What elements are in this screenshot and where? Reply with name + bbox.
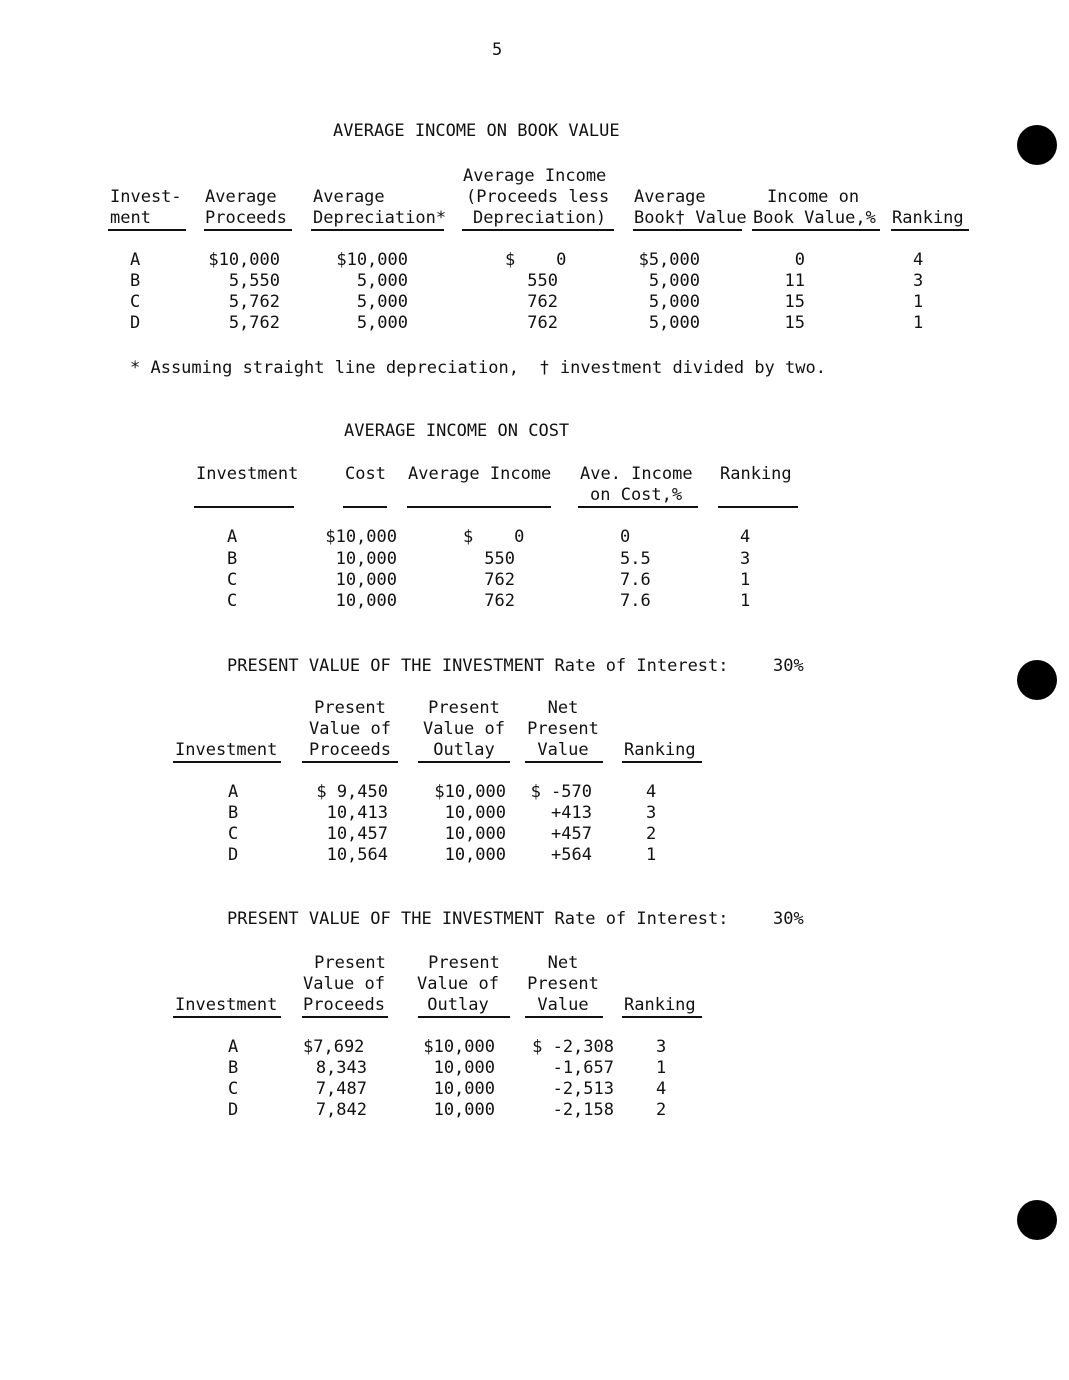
header-investment: Invest- (110, 187, 182, 207)
header-pv-outlay: Present (428, 953, 500, 973)
cell-average-income: $ 0 (505, 250, 567, 270)
header-npv: Value (537, 995, 589, 1015)
punch-hole (1017, 1200, 1057, 1240)
cell-average-book-value: 5,000 (648, 292, 700, 312)
header-average-book-value: Book† Value (634, 208, 747, 228)
cell-pv-proceeds: 7,487 (315, 1079, 367, 1099)
cell-pv-proceeds: 8,343 (315, 1058, 367, 1078)
cell-investment: A (228, 1037, 239, 1057)
header-underline (302, 761, 398, 763)
cell-ranking: 2 (656, 1100, 667, 1120)
punch-hole (1017, 660, 1057, 700)
cell-pv-outlay: $10,000 (434, 782, 506, 802)
cell-average-income: 550 (484, 549, 515, 569)
cell-ranking: 1 (740, 591, 751, 611)
cell-income-on-book-value: 0 (794, 250, 805, 270)
page-number: 5 (492, 40, 503, 60)
header-pv-outlay: Value of (417, 974, 499, 994)
cell-cost: $10,000 (325, 527, 397, 547)
table-title: AVERAGE INCOME ON COST (344, 421, 570, 441)
punch-hole (1017, 125, 1057, 165)
cell-average-proceeds: 5,550 (228, 271, 280, 291)
cell-pv-proceeds: 10,457 (326, 824, 388, 844)
header-underline (718, 506, 798, 508)
cell-investment: C (228, 1079, 239, 1099)
cell-ranking: 4 (740, 527, 751, 547)
cell-ranking: 4 (656, 1079, 667, 1099)
header-npv: Net (547, 698, 579, 718)
cell-average-proceeds: $10,000 (208, 250, 280, 270)
cell-pv-outlay: 10,000 (444, 845, 506, 865)
cell-npv: +457 (551, 824, 592, 844)
header-investment: Investment (175, 995, 278, 1015)
header-ranking: Ranking (720, 464, 792, 484)
header-ranking: Ranking (624, 740, 696, 760)
header-underline (578, 506, 698, 508)
header-underline (891, 229, 969, 231)
cell-ranking: 3 (646, 803, 657, 823)
cell-investment: C (227, 570, 238, 590)
header-npv: Value (537, 740, 589, 760)
cell-ranking: 2 (646, 824, 657, 844)
cell-investment: C (130, 292, 141, 312)
header-underline (194, 506, 294, 508)
cell-average-proceeds: 5,762 (228, 292, 280, 312)
header-ave-income-on-cost: on Cost,% (590, 485, 683, 505)
header-npv: Present (527, 974, 599, 994)
header-income-on-book-value: Income on (767, 187, 860, 207)
table-title: AVERAGE INCOME ON BOOK VALUE (333, 121, 620, 141)
header-average-depreciation: Depreciation* (313, 208, 447, 228)
cell-investment: D (228, 845, 239, 865)
header-ranking: Ranking (892, 208, 964, 228)
interest-rate: 30% (773, 656, 804, 676)
cell-ranking: 3 (913, 271, 924, 291)
header-average-income: Depreciation) (473, 208, 607, 228)
cell-pv-proceeds: $7,692 (303, 1037, 365, 1057)
cell-cost: 10,000 (335, 570, 397, 590)
header-pv-outlay: Outlay (433, 740, 495, 760)
cell-pv-proceeds: 10,564 (326, 845, 388, 865)
header-pv-proceeds: Value of (309, 719, 391, 739)
header-underline (418, 761, 510, 763)
cell-npv: $ -570 (530, 782, 592, 802)
header-pv-proceeds: Present (314, 953, 386, 973)
cell-ave-income-on-cost: 0 (620, 527, 631, 547)
cell-pv-proceeds: $ 9,450 (316, 782, 388, 802)
header-average-proceeds: Proceeds (205, 208, 287, 228)
cell-ranking: 1 (656, 1058, 667, 1078)
cell-average-income: 762 (484, 591, 515, 611)
cell-npv: +564 (551, 845, 592, 865)
cell-npv: +413 (551, 803, 592, 823)
cell-pv-proceeds: 10,413 (326, 803, 388, 823)
cell-average-depreciation: 5,000 (356, 313, 408, 333)
cell-average-proceeds: 5,762 (228, 313, 280, 333)
header-npv: Present (527, 719, 599, 739)
cell-investment: A (228, 782, 239, 802)
cell-investment: B (228, 1058, 239, 1078)
header-underline (525, 761, 603, 763)
cell-investment: C (227, 591, 238, 611)
header-underline (343, 506, 387, 508)
interest-rate: 30% (773, 909, 804, 929)
header-underline (752, 229, 880, 231)
table-title: PRESENT VALUE OF THE INVESTMENT Rate of Interest: (227, 656, 729, 676)
cell-ave-income-on-cost: 7.6 (620, 591, 651, 611)
cell-investment: B (130, 271, 141, 291)
cell-investment: B (227, 549, 238, 569)
cell-average-income: $ 0 (463, 527, 525, 547)
cell-average-income: 762 (484, 570, 515, 590)
footnote: * Assuming straight line depreciation, † investment divided by two. (130, 358, 826, 378)
cell-pv-outlay: 10,000 (444, 803, 506, 823)
header-npv: Net (547, 953, 579, 973)
cell-ranking: 3 (656, 1037, 667, 1057)
header-average-income: Average Income (408, 464, 552, 484)
header-investment: ment (110, 208, 151, 228)
header-average-income: Average Income (463, 166, 607, 186)
table-title: PRESENT VALUE OF THE INVESTMENT Rate of Interest: (227, 909, 729, 929)
header-underline (407, 506, 551, 508)
header-average-income: (Proceeds less (466, 187, 610, 207)
header-underline (311, 229, 444, 231)
header-income-on-book-value: Book Value,% (753, 208, 876, 228)
cell-average-book-value: 5,000 (648, 313, 700, 333)
cell-ranking: 1 (740, 570, 751, 590)
header-underline (302, 1016, 388, 1018)
cell-ranking: 1 (913, 292, 924, 312)
header-pv-outlay: Value of (423, 719, 505, 739)
cell-investment: C (228, 824, 239, 844)
cell-pv-outlay: $10,000 (423, 1037, 495, 1057)
cell-income-on-book-value: 15 (784, 313, 805, 333)
cell-average-depreciation: 5,000 (356, 271, 408, 291)
header-investment: Investment (196, 464, 299, 484)
cell-npv: $ -2,308 (532, 1037, 614, 1057)
header-pv-proceeds: Proceeds (309, 740, 391, 760)
cell-npv: -2,158 (552, 1100, 614, 1120)
header-pv-outlay: Outlay (427, 995, 489, 1015)
header-pv-proceeds: Present (314, 698, 386, 718)
cell-npv: -1,657 (552, 1058, 614, 1078)
header-pv-proceeds: Value of (303, 974, 385, 994)
cell-ave-income-on-cost: 5.5 (620, 549, 651, 569)
header-underline (622, 761, 702, 763)
header-underline (418, 1016, 510, 1018)
header-underline (462, 229, 614, 231)
cell-pv-outlay: 10,000 (433, 1100, 495, 1120)
cell-investment: A (130, 250, 141, 270)
cell-investment: B (228, 803, 239, 823)
cell-pv-outlay: 10,000 (444, 824, 506, 844)
header-underline (173, 761, 281, 763)
cell-average-income: 762 (527, 292, 558, 312)
header-pv-outlay: Present (428, 698, 500, 718)
cell-ranking: 3 (740, 549, 751, 569)
header-underline (108, 229, 186, 231)
header-investment: Investment (175, 740, 278, 760)
cell-ave-income-on-cost: 7.6 (620, 570, 651, 590)
cell-average-income: 762 (527, 313, 558, 333)
cell-ranking: 4 (646, 782, 657, 802)
cell-pv-outlay: 10,000 (433, 1079, 495, 1099)
cell-average-book-value: $5,000 (638, 250, 700, 270)
cell-npv: -2,513 (552, 1079, 614, 1099)
header-ranking: Ranking (624, 995, 696, 1015)
header-average-depreciation: Average (313, 187, 385, 207)
cell-cost: 10,000 (335, 549, 397, 569)
cell-average-book-value: 5,000 (648, 271, 700, 291)
cell-investment: A (227, 527, 238, 547)
header-ave-income-on-cost: Ave. Income (580, 464, 693, 484)
cell-pv-proceeds: 7,842 (315, 1100, 367, 1120)
cell-income-on-book-value: 11 (784, 271, 805, 291)
cell-average-depreciation: $10,000 (336, 250, 408, 270)
header-underline (173, 1016, 281, 1018)
cell-income-on-book-value: 15 (784, 292, 805, 312)
cell-average-income: 550 (527, 271, 558, 291)
cell-ranking: 1 (646, 845, 657, 865)
header-underline (633, 229, 742, 231)
cell-investment: D (130, 313, 141, 333)
cell-average-depreciation: 5,000 (356, 292, 408, 312)
cell-cost: 10,000 (335, 591, 397, 611)
header-underline (204, 229, 292, 231)
header-underline (525, 1016, 603, 1018)
cell-pv-outlay: 10,000 (433, 1058, 495, 1078)
header-average-book-value: Average (634, 187, 706, 207)
header-cost: Cost (345, 464, 386, 484)
cell-ranking: 1 (913, 313, 924, 333)
header-average-proceeds: Average (205, 187, 277, 207)
header-pv-proceeds: Proceeds (303, 995, 385, 1015)
header-underline (622, 1016, 702, 1018)
cell-investment: D (228, 1100, 239, 1120)
cell-ranking: 4 (913, 250, 924, 270)
